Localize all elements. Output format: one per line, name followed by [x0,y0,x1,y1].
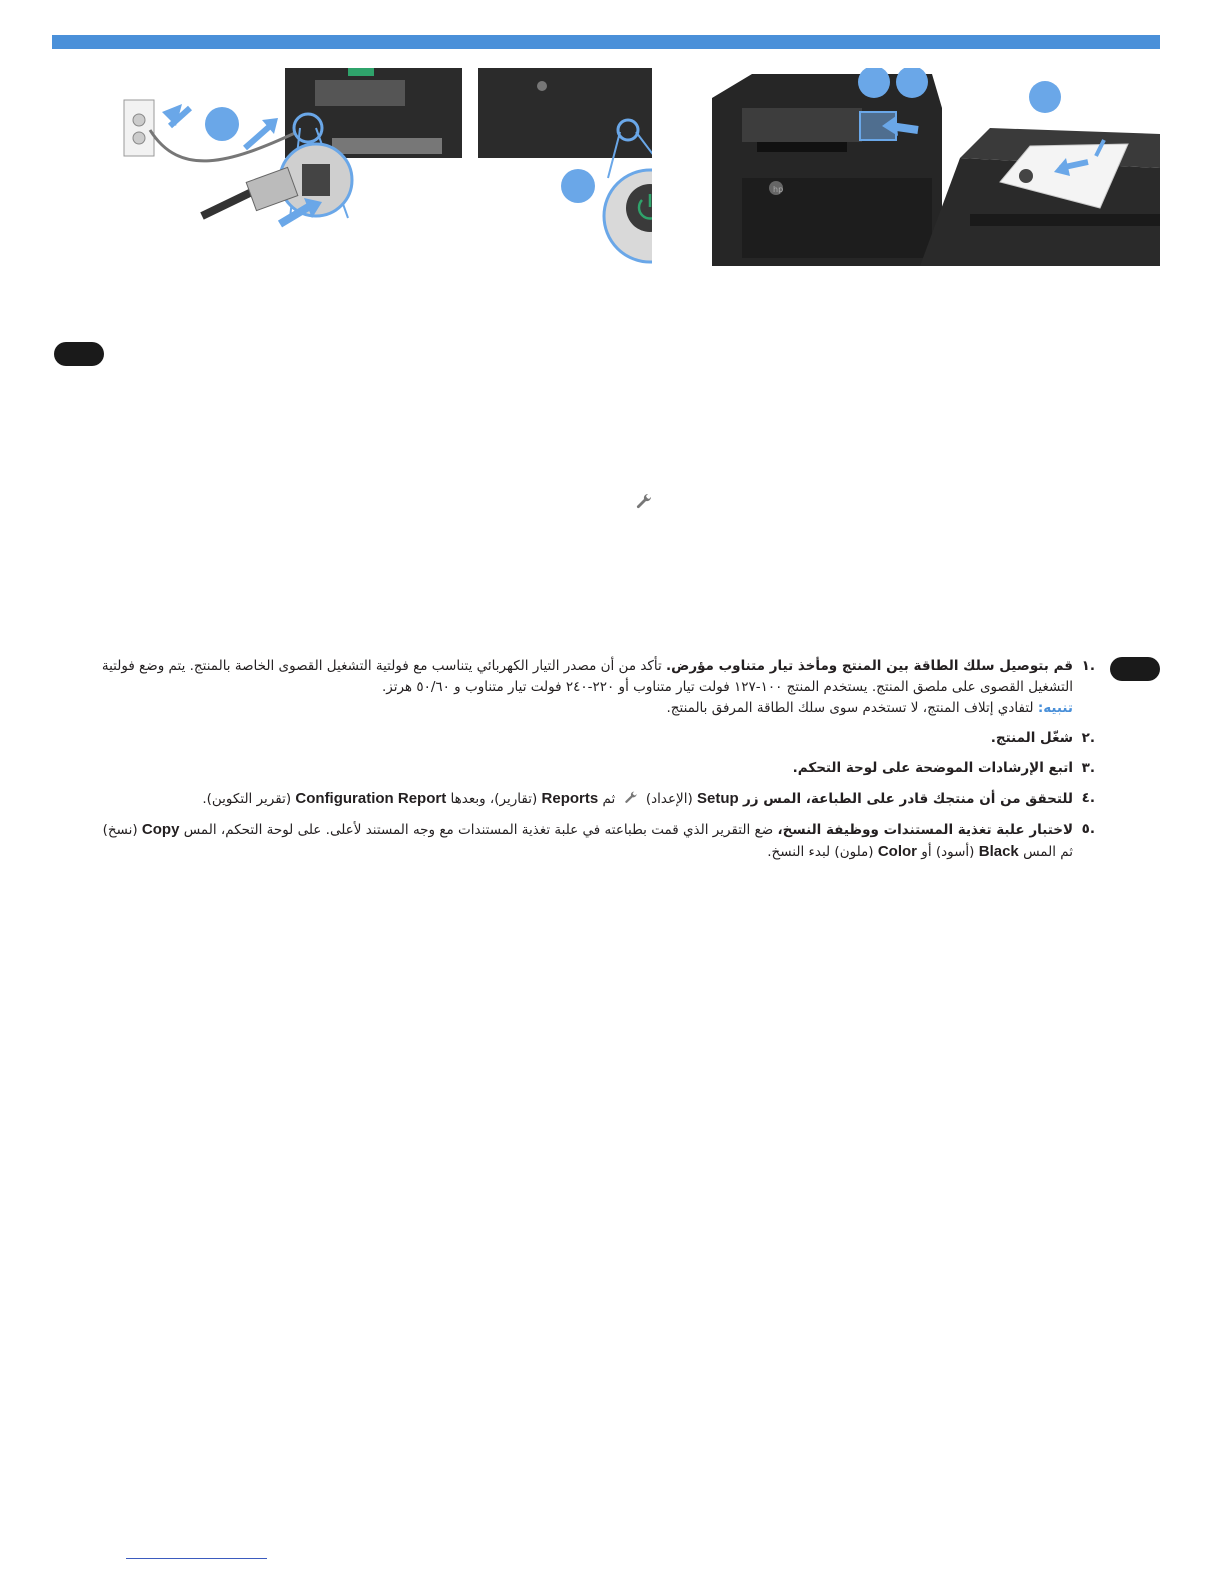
wrench-icon [623,790,639,806]
language-badge-right [1110,657,1160,681]
step-1 [100,656,1095,719]
hp-logo: hp [773,185,784,194]
step-2 [100,728,1095,749]
step-heading: اتبع الإرشادات الموضحة على لوحة التحكم. [792,760,1073,776]
step-number: .٥ [1081,821,1095,837]
then-text: ثم [598,791,620,807]
step-text: ضع التقرير الذي قمت بطباعته في علبة تغذية المستندات مع وجه المستند لأعلى. على لوحة التحكم، المس [179,822,778,838]
reports-label: Reports [541,790,599,807]
top-color-bar [52,35,1160,49]
step-heading: شغّل المنتج. [990,730,1073,746]
document-feeder-illustration [920,68,1160,266]
power-cord-illustration [110,68,462,266]
setup-translation: (الإعداد) [641,791,698,807]
step-4 [100,788,1095,810]
configuration-report-translation: (تقرير التكوين). [202,791,296,807]
instructions [100,656,1095,872]
step-number: .٤ [1081,790,1095,806]
step-5 [100,819,1095,863]
setup-label: Setup [697,790,739,807]
step-3 [100,758,1095,779]
caution-label: تنبيه: [1037,700,1073,716]
caution-text: لتفادي إتلاف المنتج، لا تستخدم سوى سلك الطاقة المرفق بالمنتج. [666,700,1038,716]
step-heading: قم بتوصيل سلك الطاقة بين المنتج ومأخذ تيار متناوب مؤرض. [666,658,1073,674]
language-badge-left [54,342,104,366]
color-label: Color [877,843,918,860]
step-heading: للتحقق من أن منتجك قادر على الطباعة، المس زر [743,791,1073,807]
color-translation: (ملون) لبدء النسخ. [767,844,878,860]
step-number: .١ [1081,658,1095,674]
printer-control-panel-illustration [702,68,950,266]
configuration-report-label: Configuration Report [295,790,447,807]
copy-translation: (نسخ) ثم المس [102,822,1073,860]
power-button-illustration [478,68,652,266]
wrench-icon [634,492,654,512]
reports-translation: (تقارير)، وبعدها [446,791,542,807]
copy-label: Copy [141,821,180,838]
footer-rule [126,1558,267,1559]
step-text: تأكد من أن مصدر التيار الكهربائي يتناسب مع فولتية التشغيل القصوى الخاصة بالمنتج. يتم وضع فولتية التشغيل القصوى على ملصق المنتج. يستخدم المنتج ١٠٠-١٢٧ فولت تيار متناوب أو ٢٢٠-٢٤٠ فولت تيار متناوب و ٥٠/٦٠ هرتز. [101,658,1073,695]
black-translation: (أسود) أو [917,844,979,860]
step-number: .٣ [1081,760,1095,776]
step-heading: لاختبار علبة تغذية المستندات ووظيفة النسخ، [777,822,1073,838]
black-label: Black [978,843,1019,860]
step-number: .٢ [1081,730,1095,746]
